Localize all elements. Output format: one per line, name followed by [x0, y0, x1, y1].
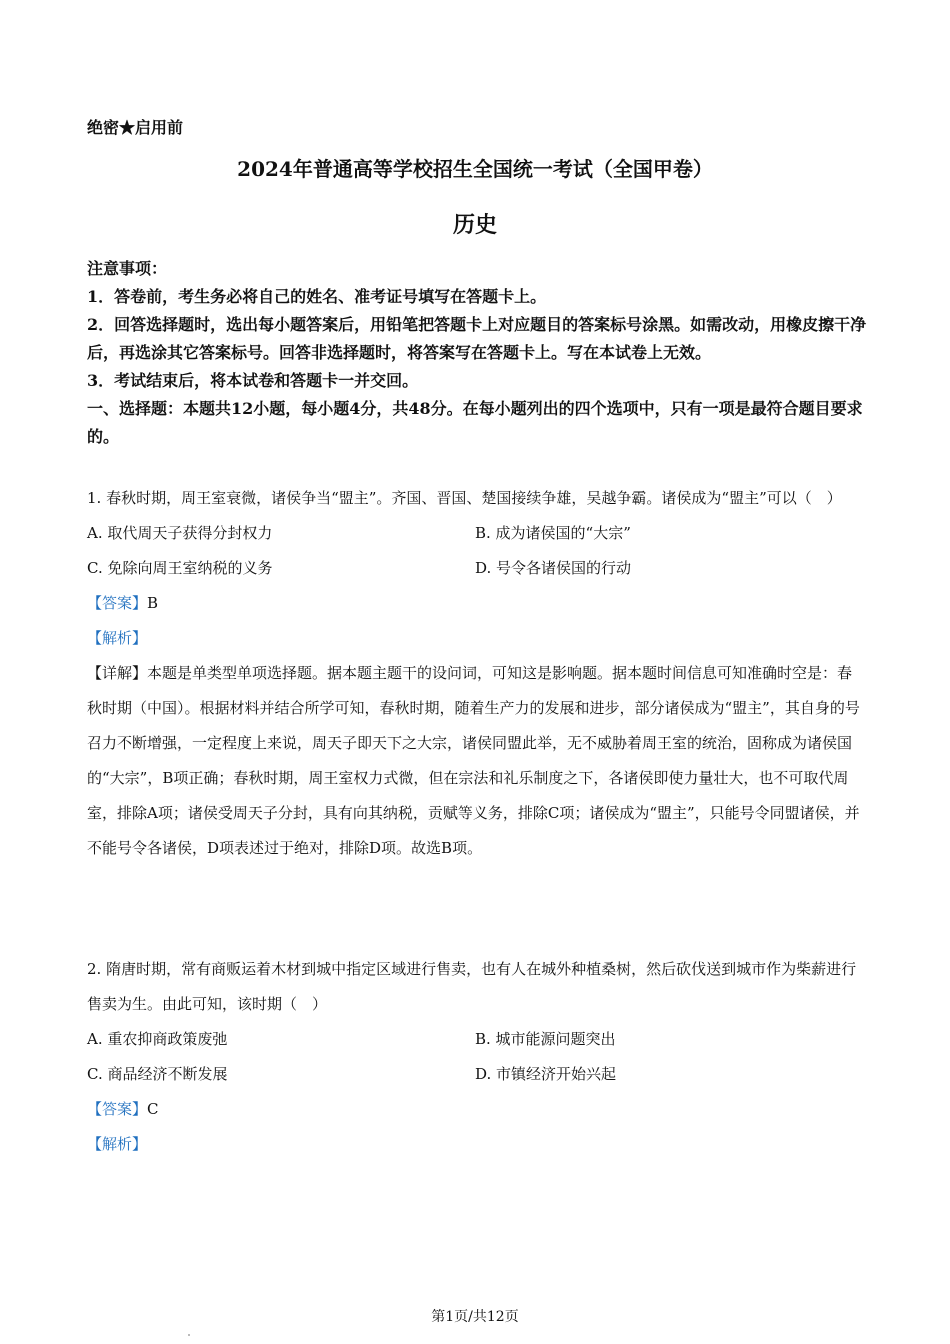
- option-d: D. 号令各诸侯国的行动: [475, 559, 632, 577]
- question-stem: 1. 春秋时期，周王室衰微，诸侯争当“盟主”。齐国、晋国、楚国接续争雄，吴越争霸。诸侯成为“盟主”可以（ ）: [87, 489, 842, 507]
- option-c: C. 商品经济不断发展: [87, 1065, 228, 1083]
- answer-line: [87, 1092, 867, 1127]
- detail-text: 本题是单类型单项选择题。据本题主题干的设问词，可知这是影响题。据本题时间信息可知准确时空是：春秋时期（中国）。根据材料并结合所学可知，春秋时期，随着生产力的发展和进步，部分诸侯成为“盟主”，其自身的号召力不断增强，一定程度上来说，周天子即天下之大宗，诸侯同盟此举，无不威胁着周王室的统治，固称成为诸侯国的“大宗”，B项正确；春秋时期，周王室权力式微，但在宗法和礼乐制度之下，各诸侯即使力量壮大，也不可取代周室，排除A项；诸侯受周天子分封，具有向其纳税，贡赋等义务，排除C项；诸侯成为“盟主”，只能号令同盟诸侯，并不能号令各诸侯，D项表述过于绝对，排除D项。故选B项。: [87, 664, 860, 857]
- analysis-tag: 【解析】: [87, 1135, 148, 1153]
- notice-heading: 注意事项：: [87, 259, 168, 278]
- options-row: [87, 1022, 867, 1057]
- answer-tag: 【答案】: [87, 594, 148, 612]
- question-1: [87, 481, 867, 866]
- question-stem: 2. 隋唐时期，常有商贩运着木材到城中指定区域进行售卖，也有人在城外种植桑树，然后砍伐送到城市作为柴薪进行售卖为生。由此可知，该时期（ ）: [87, 960, 857, 1013]
- detail-tag: 【详解】: [87, 664, 148, 682]
- analysis-tag: 【解析】: [87, 629, 148, 647]
- notice-item: 3．考试结束后，将本试卷和答题卡一并交回。: [87, 371, 419, 390]
- scan-dot: [188, 1334, 190, 1336]
- option-c: C. 免除向周王室纳税的义务: [87, 559, 273, 577]
- secret-label: 绝密★启用前: [87, 118, 184, 137]
- answer-value: C: [147, 1100, 159, 1118]
- subject-title: 历史: [452, 212, 497, 238]
- detail-paragraph: [87, 656, 867, 866]
- option-b: B. 城市能源问题突出: [475, 1030, 616, 1048]
- page-footer: 第1页/共12页: [431, 1309, 519, 1325]
- section-heading: 一、选择题：本题共12小题，每小题4分，共48分。在每小题列出的四个选项中，只有一项是最符合题目要求的。: [87, 399, 863, 446]
- option-a: A. 重农抑商政策废弛: [87, 1030, 228, 1048]
- option-b: B. 成为诸侯国的“大宗”: [475, 524, 631, 542]
- options-row: [87, 551, 867, 586]
- notice-item: 1．答卷前，考生务必将自己的姓名、准考证号填写在答题卡上。: [87, 287, 547, 306]
- answer-value: B: [147, 594, 159, 612]
- option-a: A. 取代周天子获得分封权力: [87, 524, 273, 542]
- question-2: [87, 952, 867, 1162]
- answer-tag: 【答案】: [87, 1100, 148, 1118]
- notice-section: [87, 255, 867, 451]
- option-d: D. 市镇经济开始兴起: [475, 1065, 617, 1083]
- options-row: [87, 516, 867, 551]
- answer-line: [87, 586, 867, 621]
- options-row: [87, 1057, 867, 1092]
- exam-title: 2024年普通高等学校招生全国统一考试（全国甲卷）: [237, 157, 713, 181]
- notice-item: 2．回答选择题时，选出每小题答案后，用铅笔把答题卡上对应题目的答案标号涂黑。如需改动，用橡皮擦干净后，再选涂其它答案标号。回答非选择题时，将答案写在答题卡上。写在本试卷上无效。: [87, 315, 867, 362]
